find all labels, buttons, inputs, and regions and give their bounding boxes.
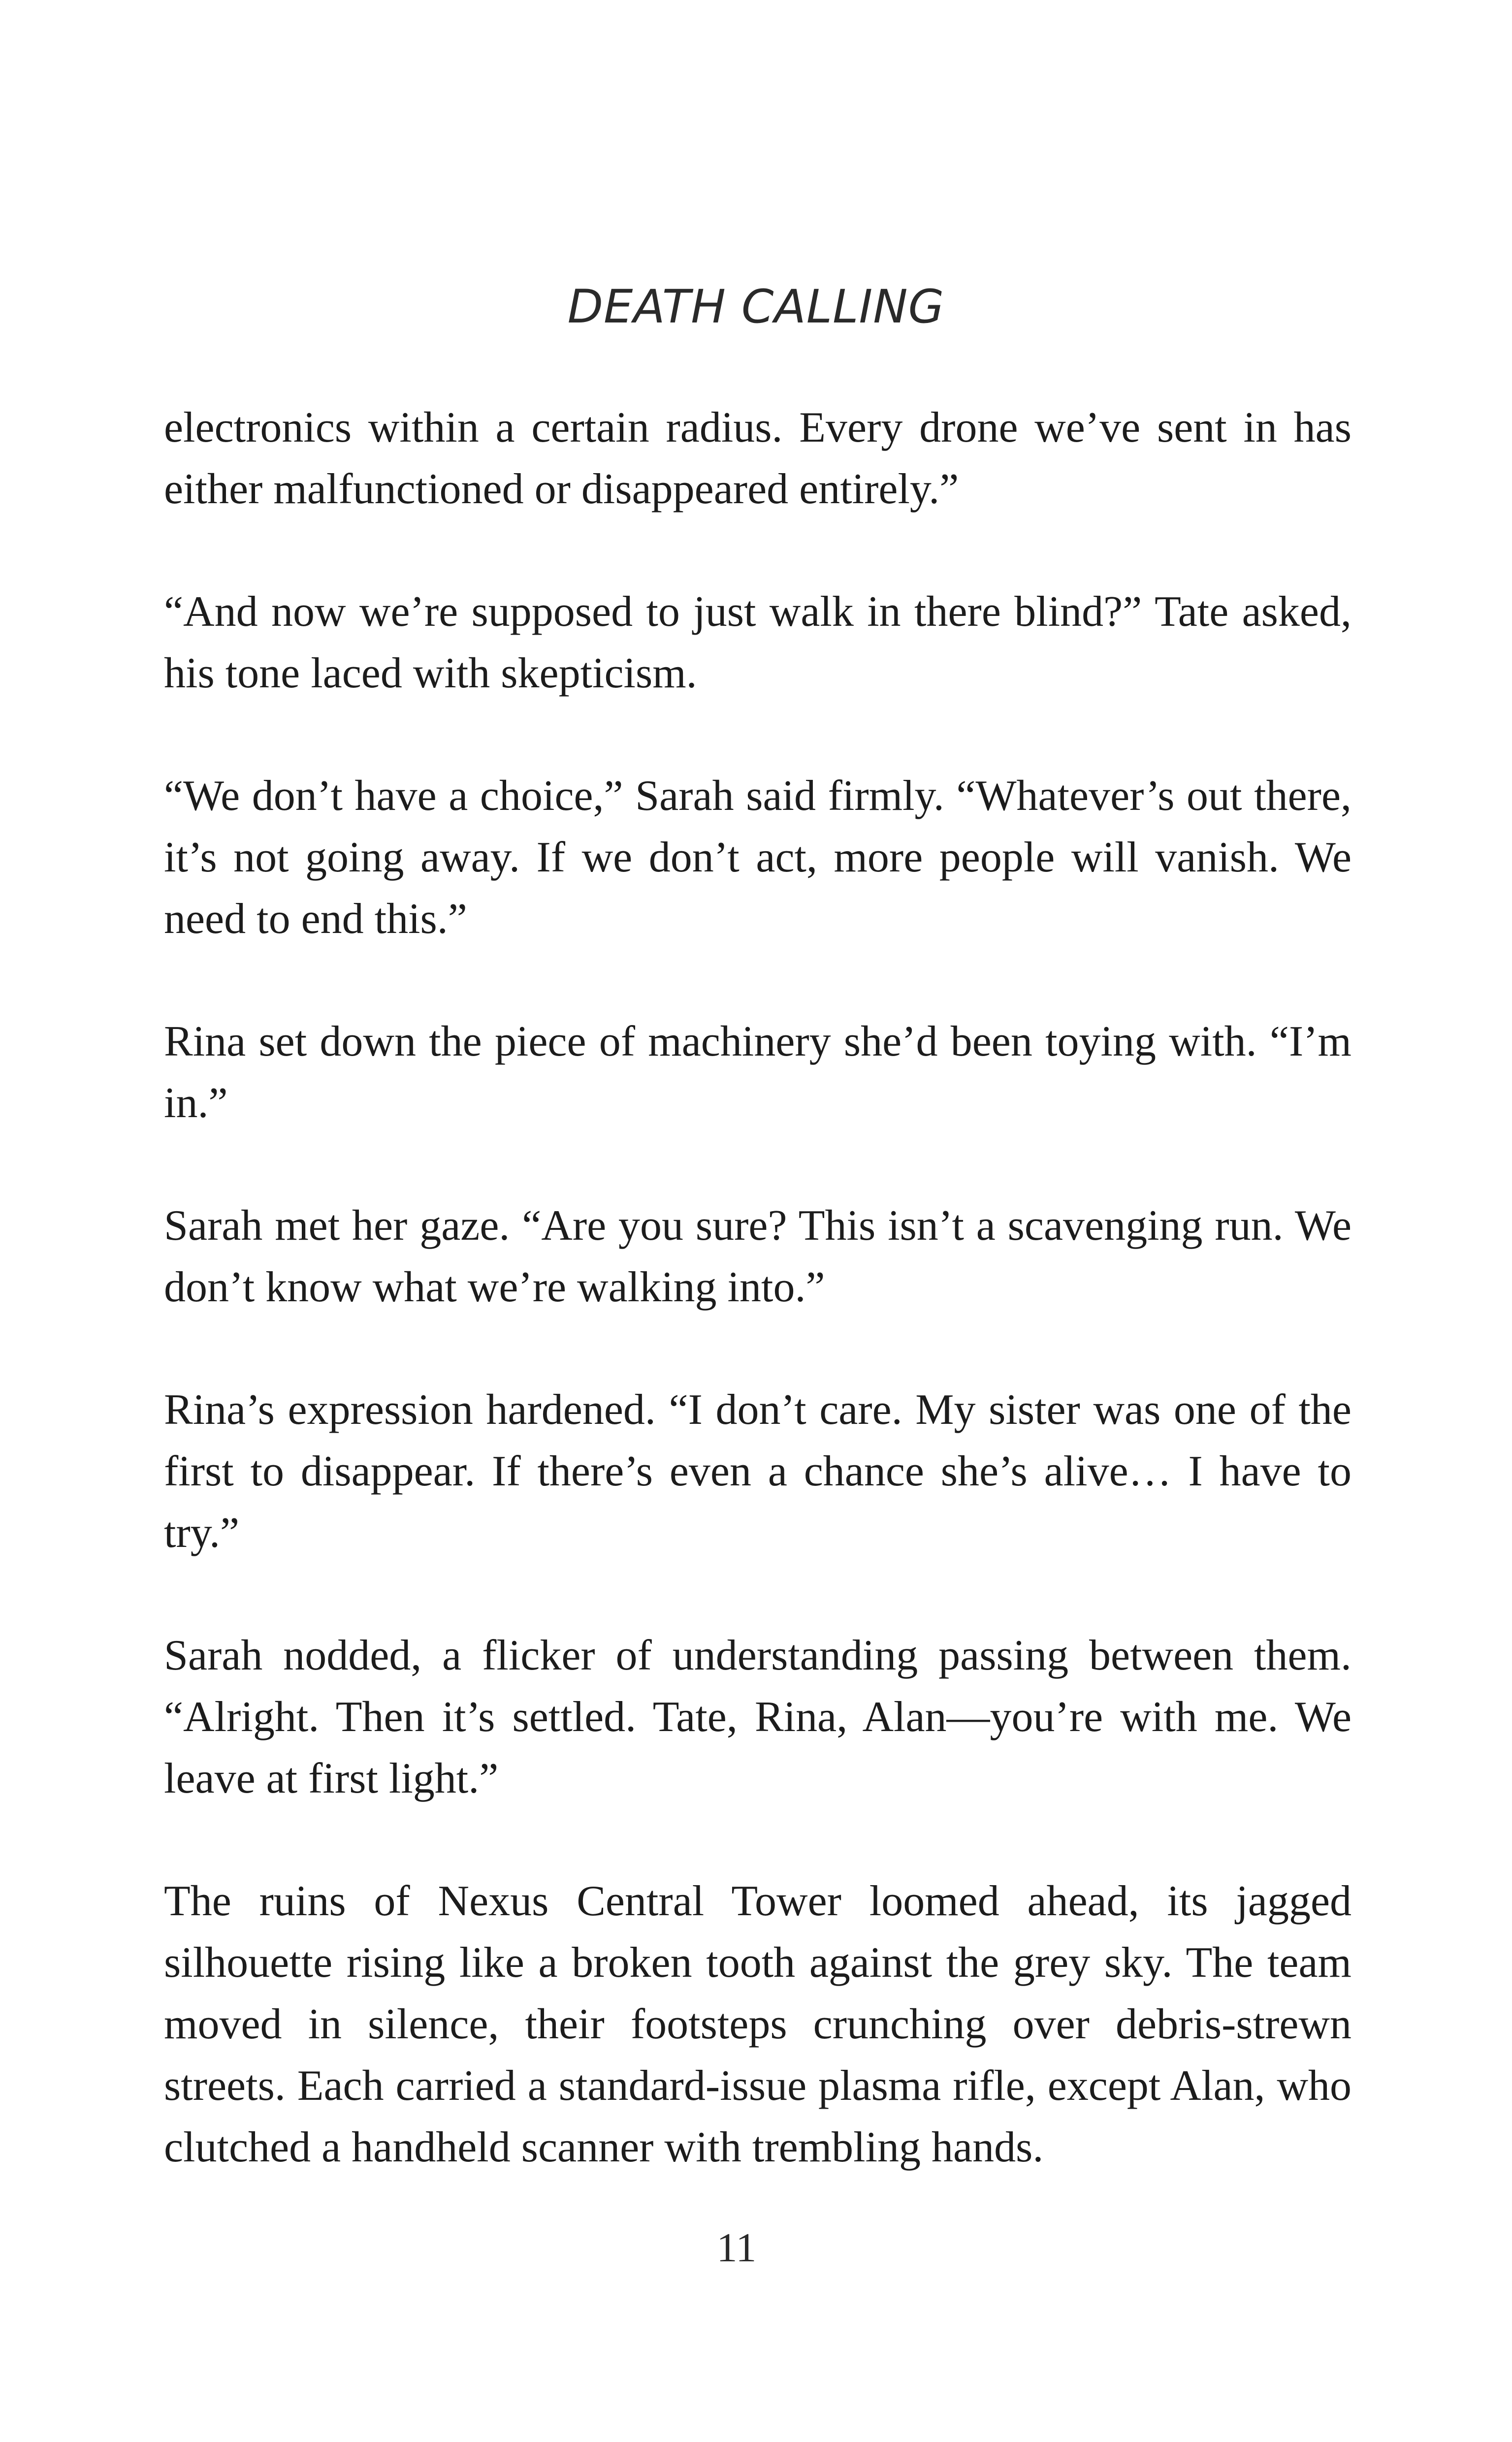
paragraph: Rina set down the piece of machinery she’d been toying with. “I’m in.” <box>164 1018 1351 1127</box>
body-text <box>164 397 1351 2178</box>
paragraph: electronics within a certain radius. Every drone we’ve sent in has either malfunctioned or disappeared entirely.” <box>164 404 1351 513</box>
running-head-title: DEATH CALLING <box>567 280 945 334</box>
paragraph: Rina’s expression hardened. “I don’t care. My sister was one of the first to disappear. If there’s even a chance she’s alive… I have to try.” <box>164 1386 1351 1557</box>
page-number: 11 <box>716 2225 757 2271</box>
paragraph: Sarah nodded, a flicker of understanding passing between them. “Alright. Then it’s settled. Tate, Rina, Alan—you’re with me. We leave at first light.” <box>164 1632 1351 1802</box>
paragraph: “We don’t have a choice,” Sarah said firmly. “Whatever’s out there, it’s not going away. If we don’t act, more people will vanish. We need to end this.” <box>164 772 1351 943</box>
paragraph: Sarah met her gaze. “Are you sure? This isn’t a scavenging run. We don’t know what we’re walking into.” <box>164 1202 1351 1311</box>
paragraph: “And now we’re supposed to just walk in there blind?” Tate asked, his tone laced with skepticism. <box>164 588 1351 697</box>
paragraph: The ruins of Nexus Central Tower loomed ahead, its jagged silhouette rising like a broken tooth against the grey sky. The team moved in silence, their footsteps crunching over debris-strewn streets. Each carried a standard-issue plasma rifle, except Alan, who clutched a handheld scanner with trembling hands. <box>164 1877 1351 2171</box>
